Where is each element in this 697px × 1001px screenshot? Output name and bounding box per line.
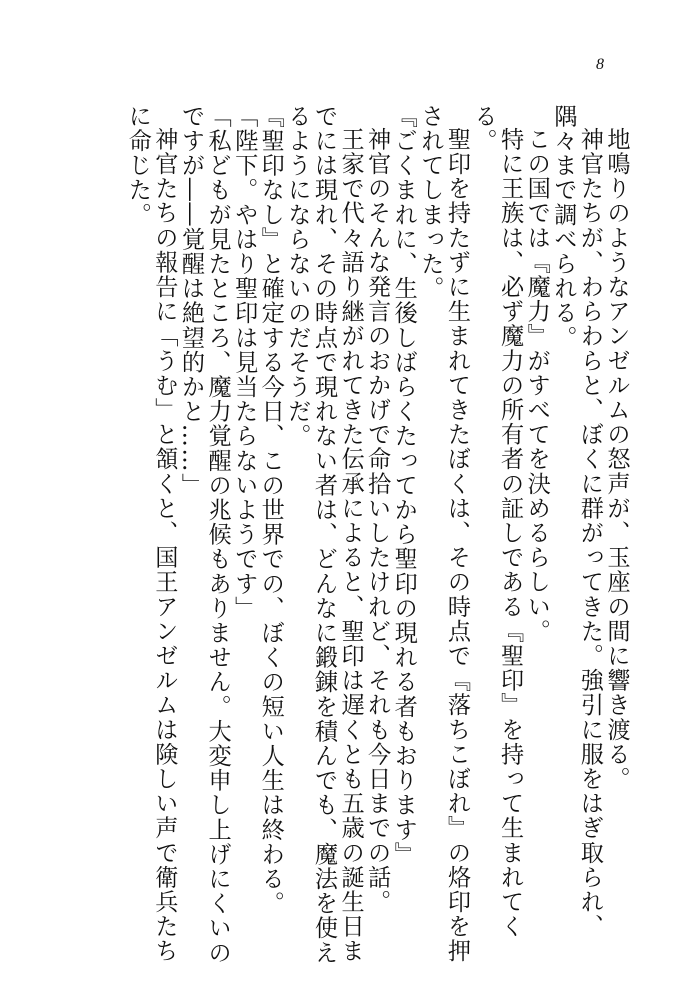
paragraph-dialogue: 「私どもが見たところ、魔力覚醒の兆候もありません。大変申し上げにくいのですが――覚醒は絶望的かと……」 xyxy=(177,104,232,965)
body-text xyxy=(124,104,629,974)
paragraph-quote: 『聖印なし』と確定する今日、この世界での、ぼくの短い人生は終わる。 xyxy=(257,104,285,916)
paragraph: 特に王族は、必ず魔力の所有者の証しである『聖印』を持って生まれてくる。 xyxy=(470,104,524,939)
paragraph-quote: 『ごくまれに、生後しばらくたってから聖印の現れる者もおります』 xyxy=(390,104,418,867)
paragraph: 王家で代々語り継がれてきた伝承によると、聖印は遅くとも五歳の誕生日までには現れ、その時点で現れない者は、どんなに鍛錬を積んでも、魔法を使えるようにならないのだそうだ。 xyxy=(283,104,365,965)
paragraph: 神官たちが、わらわらと、ぼくに群がってきた。強引に服をはぎ取られ、隅々まで調べられる。 xyxy=(549,104,604,939)
paragraph: 神官たちの報告に「うむ」と頷くと、国王アンゼルムは険しい声で衛兵たちに命じた。 xyxy=(124,104,178,964)
paragraph-dialogue: 「陛下。やはり聖印は見当たらないようです」 xyxy=(230,104,258,621)
paragraph: 地鳴りのようなアンゼルムの怒声が、玉座の間に響き渡る。 xyxy=(603,127,630,792)
page-number: 8 xyxy=(596,56,604,73)
paragraph: この国では『魔力』がすべてを決めるらしい。 xyxy=(523,127,551,644)
paragraph: 聖印を持たずに生まれてきたぼくは、その時点で『落ちこぼれ』の烙印を押されてしまった。 xyxy=(416,104,471,964)
paragraph: 神官のそんな発言のおかげで命拾いしたけれど、それも今日までの話。 xyxy=(363,127,391,915)
